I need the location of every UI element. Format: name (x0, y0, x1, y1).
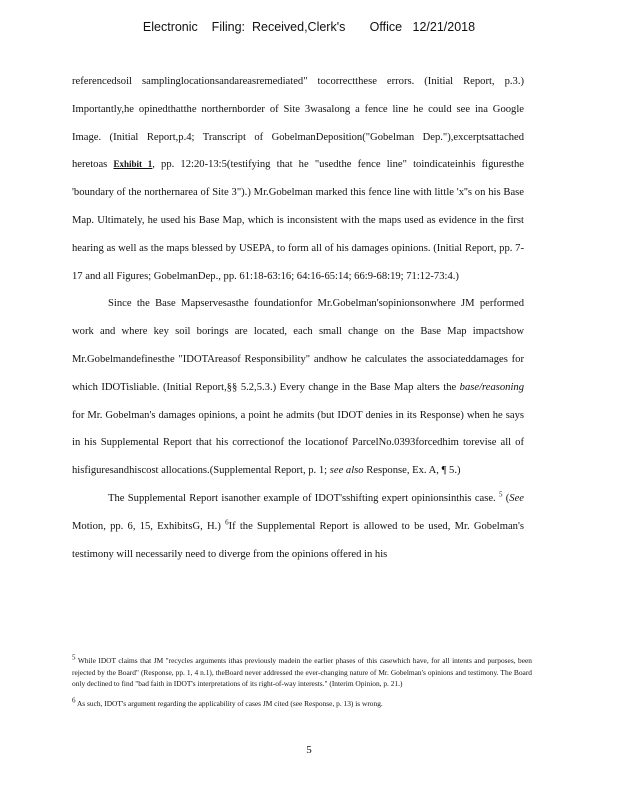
footnotes (72, 655, 532, 717)
footnote-text: As such, IDOT's argument regarding the applicability of cases JM cited (see Response, p. 13) is wrong. (76, 698, 383, 708)
text-segment: see also (329, 465, 364, 477)
body-paragraph (72, 68, 524, 290)
text-segment: The Supplemental Report isanother example of IDOT'sshifting expert opinionsinthis case. (108, 492, 499, 504)
body-text (72, 68, 524, 568)
text-segment: Response, Ex. A, ¶ 5.) (363, 465, 461, 477)
footnote-number: 5 (72, 653, 76, 662)
text-segment: base/reasoning (459, 381, 524, 393)
text-segment: See (509, 492, 524, 504)
footnote (72, 698, 532, 710)
text-segment: Since the Base Mapservesasthe foundationfor Mr.Gobelman'sopinionsonwhere JM performed work and where key soil borings are located, each small change on the Base Map impactshow Mr.Gobelmandefinesthe "IDOTAreasof Responsibility" andhow he calculates the associateddamages for which IDOTisliable. (Initial Report,§§ 5.2,5.3.) Every change in the Base Map alters the (72, 298, 524, 393)
footnote (72, 655, 532, 690)
text-segment: ( (502, 492, 510, 504)
text-segment: referencedsoil samplinglocationsandareasremediated" tocorrectthese errors. (Initial Report, p.3.) Importantly,he opinedthatthe northernborder of Site 3wasalong a fence line he could see ina Google Image. (Initial Report,p.4; Transcript of GobelmanDeposition("Gobelman Dep."),excerptsattached heretoas (72, 76, 524, 171)
text-segment: If the Supplemental Report is allowed to be used, Mr. Gobelman's testimony will necessarily need to diverge from the opinions offered in his (72, 520, 524, 560)
footnote-number: 6 (72, 696, 76, 705)
body-paragraph (72, 485, 524, 568)
footnote-text: While IDOT claims that JM "recycles arguments ithas previously madein the earlier phases of this casewhich have, for all intents and purposes, been rejected by the Board" (Response, pp. 1, 4 n.1), theBoard never addressed the ever-changing nature of Mr. Gobelman's opinions and testimony. The Board only declined to find "bad faith in IDOT's interpretations of its right-of-way interests." (Interim Opinion, p. 21.) (72, 656, 532, 689)
text-segment: , pp. 12:20-13:5(testifying that he "usedthe fence line" toindicateinhis figuresthe 'boundary of the northernarea of Site 3").) Mr.Gobelman marked this fence line with little 'x''s on his Base Map. Ultimately, he used his Base Map, which is inconsistent with the maps used as evidence in the first hearing as well as the maps blessed by USEPA, to form all of his damages opinions. (Initial Report, pp. 7-17 and all Figures; GobelmanDep., pp. 61:18-63:16; 64:16-65:14; 66:9-68:19; 71:12-73:4.) (72, 159, 524, 282)
footnote-marker: 6 (225, 518, 229, 527)
text-segment: for Mr. Gobelman's damages opinions, a point he admits (but IDOT denies in its Response) when he says in his Supplemental Report that his correctionof the locationof ParcelNo.0393forcedhim torevise all of hisfiguresandhiscost allocations.(Supplemental Report, p. 1; (72, 409, 524, 477)
footnote-marker: 5 (498, 490, 503, 499)
exhibit-reference: Exhibit 1 (113, 159, 153, 170)
body-paragraph (72, 290, 524, 485)
filing-header: Electronic Filing: Received,Clerk's Office 12/21/2018 (142, 20, 476, 34)
page-number: 5 (306, 744, 312, 756)
text-segment: Motion, pp. 6, 15, ExhibitsG, H.) (72, 520, 226, 532)
